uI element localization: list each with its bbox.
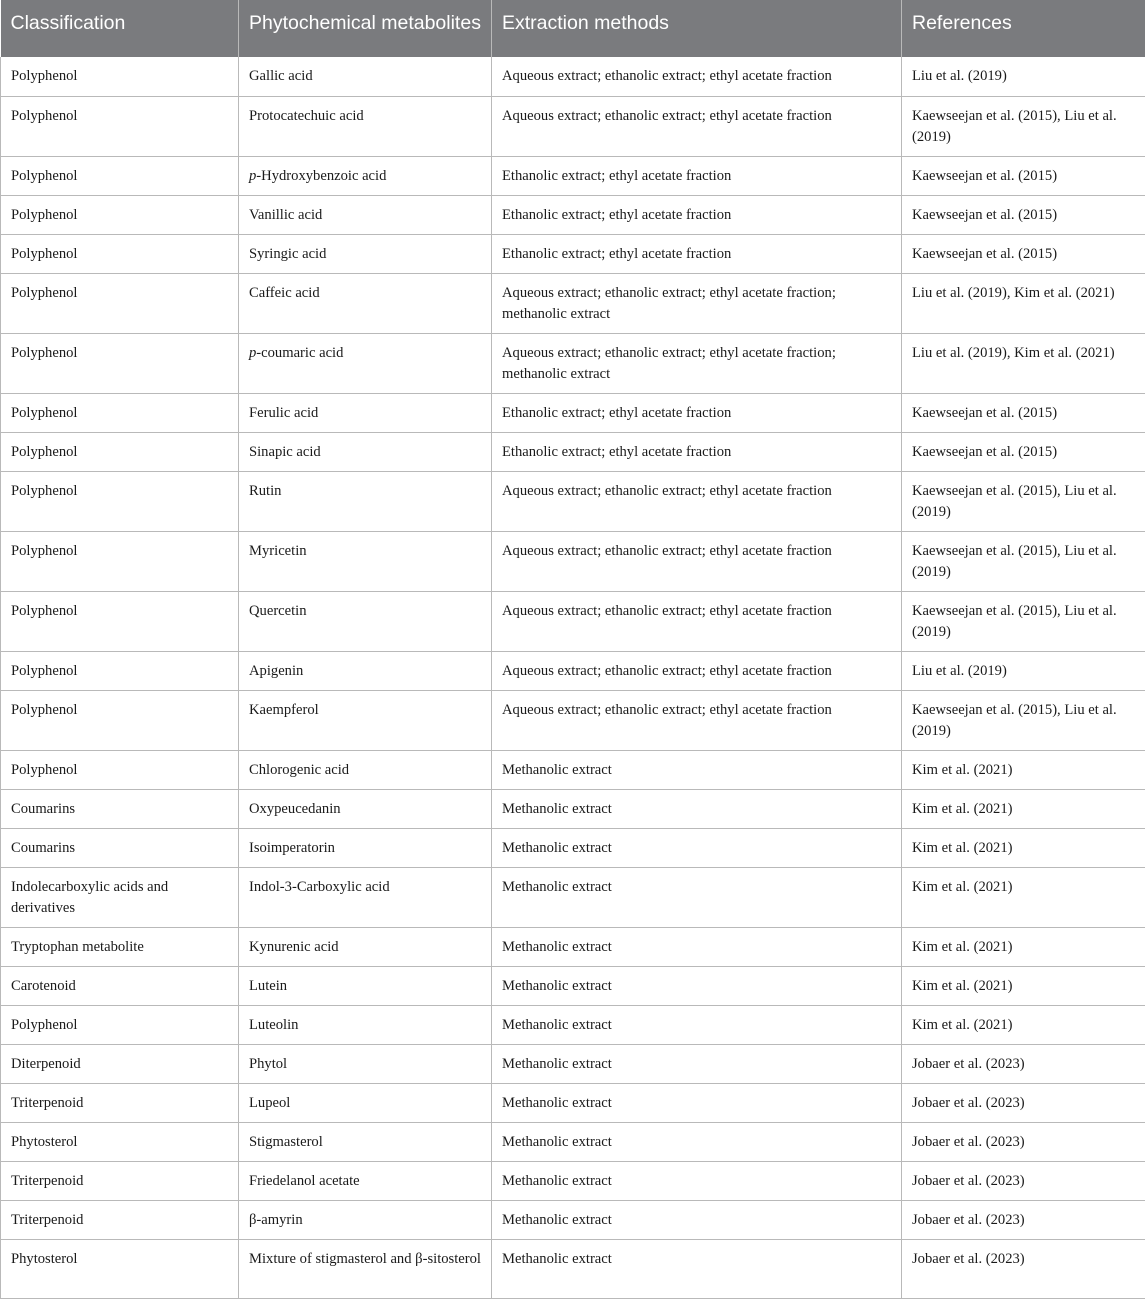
cell-extraction: Aqueous extract; ethanolic extract; ethyl acetate fraction <box>492 96 902 156</box>
cell-extraction: Aqueous extract; ethanolic extract; ethyl acetate fraction <box>492 57 902 96</box>
cell-extraction: Ethanolic extract; ethyl acetate fraction <box>492 393 902 432</box>
cell-extraction: Ethanolic extract; ethyl acetate fraction <box>492 156 902 195</box>
cell-references: Kaewseejan et al. (2015), Liu et al. (2019) <box>902 591 1145 651</box>
header-classification: Classification <box>1 0 239 57</box>
table-row <box>1 1005 1145 1044</box>
cell-extraction: Aqueous extract; ethanolic extract; ethyl acetate fraction; methanolic extract <box>492 333 902 393</box>
cell-extraction: Aqueous extract; ethanolic extract; ethyl acetate fraction <box>492 651 902 690</box>
italic-prefix: p <box>249 168 256 184</box>
cell-metabolite: Syringic acid <box>239 234 492 273</box>
table-row <box>1 1122 1145 1161</box>
cell-classification: Polyphenol <box>1 234 239 273</box>
cell-metabolite <box>239 156 492 195</box>
cell-classification: Polyphenol <box>1 690 239 750</box>
italic-prefix: p <box>249 345 256 361</box>
table-row <box>1 57 1145 96</box>
cell-references: Kaewseejan et al. (2015), Liu et al. (2019) <box>902 96 1145 156</box>
cell-extraction: Methanolic extract <box>492 828 902 867</box>
cell-metabolite: Mixture of stigmasterol and β-sitosterol <box>239 1239 492 1298</box>
header-references: References <box>902 0 1145 57</box>
metabolite-name: -Hydroxybenzoic acid <box>256 168 386 184</box>
cell-classification: Triterpenoid <box>1 1083 239 1122</box>
table-row <box>1 927 1145 966</box>
cell-references: Kaewseejan et al. (2015) <box>902 234 1145 273</box>
cell-classification: Polyphenol <box>1 273 239 333</box>
cell-extraction: Methanolic extract <box>492 1200 902 1239</box>
header-row <box>1 0 1145 57</box>
cell-extraction: Methanolic extract <box>492 1083 902 1122</box>
cell-extraction: Aqueous extract; ethanolic extract; ethyl acetate fraction <box>492 690 902 750</box>
table-row <box>1 234 1145 273</box>
table-row <box>1 591 1145 651</box>
table-row <box>1 1200 1145 1239</box>
table-row <box>1 531 1145 591</box>
cell-references: Jobaer et al. (2023) <box>902 1239 1145 1298</box>
cell-metabolite: Lupeol <box>239 1083 492 1122</box>
cell-references: Kaewseejan et al. (2015) <box>902 393 1145 432</box>
table-row <box>1 1239 1145 1298</box>
cell-references: Kim et al. (2021) <box>902 1005 1145 1044</box>
cell-extraction: Aqueous extract; ethanolic extract; ethyl acetate fraction <box>492 471 902 531</box>
table-row <box>1 690 1145 750</box>
cell-extraction: Methanolic extract <box>492 750 902 789</box>
cell-classification: Polyphenol <box>1 156 239 195</box>
cell-references: Liu et al. (2019) <box>902 651 1145 690</box>
cell-classification: Coumarins <box>1 828 239 867</box>
cell-metabolite: Chlorogenic acid <box>239 750 492 789</box>
cell-references: Kaewseejan et al. (2015) <box>902 432 1145 471</box>
cell-classification: Phytosterol <box>1 1122 239 1161</box>
cell-references: Kim et al. (2021) <box>902 927 1145 966</box>
cell-classification: Polyphenol <box>1 531 239 591</box>
cell-metabolite: Phytol <box>239 1044 492 1083</box>
cell-classification: Polyphenol <box>1 651 239 690</box>
cell-references: Kaewseejan et al. (2015), Liu et al. (2019) <box>902 471 1145 531</box>
cell-classification: Polyphenol <box>1 471 239 531</box>
cell-classification: Polyphenol <box>1 333 239 393</box>
cell-metabolite: Kaempferol <box>239 690 492 750</box>
cell-metabolite: Caffeic acid <box>239 273 492 333</box>
cell-references: Liu et al. (2019), Kim et al. (2021) <box>902 333 1145 393</box>
table-row <box>1 195 1145 234</box>
metabolite-name: -coumaric acid <box>256 345 343 361</box>
cell-metabolite: Oxypeucedanin <box>239 789 492 828</box>
table-row <box>1 828 1145 867</box>
cell-classification: Indolecarboxylic acids and derivatives <box>1 867 239 927</box>
table-row <box>1 432 1145 471</box>
cell-metabolite: Indol-3-Carboxylic acid <box>239 867 492 927</box>
cell-classification: Tryptophan metabolite <box>1 927 239 966</box>
cell-metabolite: Gallic acid <box>239 57 492 96</box>
cell-extraction: Methanolic extract <box>492 927 902 966</box>
table-body <box>1 57 1145 1298</box>
cell-extraction: Ethanolic extract; ethyl acetate fraction <box>492 195 902 234</box>
cell-references: Kaewseejan et al. (2015) <box>902 156 1145 195</box>
cell-references: Kim et al. (2021) <box>902 828 1145 867</box>
cell-extraction: Methanolic extract <box>492 966 902 1005</box>
cell-extraction: Ethanolic extract; ethyl acetate fraction <box>492 234 902 273</box>
cell-metabolite: Myricetin <box>239 531 492 591</box>
cell-metabolite: Friedelanol acetate <box>239 1161 492 1200</box>
table-row <box>1 1083 1145 1122</box>
cell-references: Jobaer et al. (2023) <box>902 1083 1145 1122</box>
cell-extraction: Methanolic extract <box>492 1239 902 1298</box>
cell-extraction: Aqueous extract; ethanolic extract; ethyl acetate fraction <box>492 531 902 591</box>
cell-classification: Diterpenoid <box>1 1044 239 1083</box>
cell-metabolite: β-amyrin <box>239 1200 492 1239</box>
table-row <box>1 393 1145 432</box>
cell-metabolite: Luteolin <box>239 1005 492 1044</box>
table-row <box>1 789 1145 828</box>
cell-classification: Triterpenoid <box>1 1161 239 1200</box>
table-row <box>1 273 1145 333</box>
cell-classification: Polyphenol <box>1 750 239 789</box>
table-header <box>1 0 1145 57</box>
table-row <box>1 1044 1145 1083</box>
cell-metabolite: Lutein <box>239 966 492 1005</box>
header-extraction: Extraction methods <box>492 0 902 57</box>
cell-extraction: Aqueous extract; ethanolic extract; ethyl acetate fraction <box>492 591 902 651</box>
cell-references: Kaewseejan et al. (2015) <box>902 195 1145 234</box>
cell-references: Jobaer et al. (2023) <box>902 1122 1145 1161</box>
cell-metabolite: Vanillic acid <box>239 195 492 234</box>
cell-references: Liu et al. (2019) <box>902 57 1145 96</box>
cell-extraction: Methanolic extract <box>492 1161 902 1200</box>
table-row <box>1 651 1145 690</box>
cell-extraction: Ethanolic extract; ethyl acetate fraction <box>492 432 902 471</box>
cell-classification: Triterpenoid <box>1 1200 239 1239</box>
table-row <box>1 1161 1145 1200</box>
cell-classification: Polyphenol <box>1 1005 239 1044</box>
table-row <box>1 966 1145 1005</box>
cell-metabolite: Kynurenic acid <box>239 927 492 966</box>
cell-metabolite: Rutin <box>239 471 492 531</box>
cell-metabolite: Apigenin <box>239 651 492 690</box>
header-metabolites: Phytochemical metabolites <box>239 0 492 57</box>
cell-metabolite: Quercetin <box>239 591 492 651</box>
cell-classification: Polyphenol <box>1 393 239 432</box>
cell-extraction: Methanolic extract <box>492 789 902 828</box>
cell-references: Jobaer et al. (2023) <box>902 1044 1145 1083</box>
cell-references: Liu et al. (2019), Kim et al. (2021) <box>902 273 1145 333</box>
cell-classification: Polyphenol <box>1 57 239 96</box>
cell-classification: Carotenoid <box>1 966 239 1005</box>
cell-references: Kim et al. (2021) <box>902 867 1145 927</box>
cell-references: Kim et al. (2021) <box>902 789 1145 828</box>
cell-classification: Phytosterol <box>1 1239 239 1298</box>
cell-metabolite <box>239 333 492 393</box>
cell-classification: Polyphenol <box>1 195 239 234</box>
cell-references: Jobaer et al. (2023) <box>902 1161 1145 1200</box>
table-row <box>1 96 1145 156</box>
cell-metabolite: Protocatechuic acid <box>239 96 492 156</box>
cell-references: Kaewseejan et al. (2015), Liu et al. (2019) <box>902 531 1145 591</box>
table-row <box>1 471 1145 531</box>
cell-references: Kaewseejan et al. (2015), Liu et al. (2019) <box>902 690 1145 750</box>
cell-metabolite: Isoimperatorin <box>239 828 492 867</box>
table-row <box>1 867 1145 927</box>
table-row <box>1 750 1145 789</box>
table-row <box>1 156 1145 195</box>
cell-extraction: Methanolic extract <box>492 1005 902 1044</box>
cell-metabolite: Sinapic acid <box>239 432 492 471</box>
cell-classification: Polyphenol <box>1 432 239 471</box>
cell-classification: Coumarins <box>1 789 239 828</box>
cell-references: Kim et al. (2021) <box>902 750 1145 789</box>
cell-references: Jobaer et al. (2023) <box>902 1200 1145 1239</box>
cell-classification: Polyphenol <box>1 591 239 651</box>
cell-metabolite: Stigmasterol <box>239 1122 492 1161</box>
cell-metabolite: Ferulic acid <box>239 393 492 432</box>
cell-extraction: Aqueous extract; ethanolic extract; ethyl acetate fraction; methanolic extract <box>492 273 902 333</box>
cell-references: Kim et al. (2021) <box>902 966 1145 1005</box>
cell-extraction: Methanolic extract <box>492 1122 902 1161</box>
table-row <box>1 333 1145 393</box>
cell-classification: Polyphenol <box>1 96 239 156</box>
cell-extraction: Methanolic extract <box>492 1044 902 1083</box>
cell-extraction: Methanolic extract <box>492 867 902 927</box>
